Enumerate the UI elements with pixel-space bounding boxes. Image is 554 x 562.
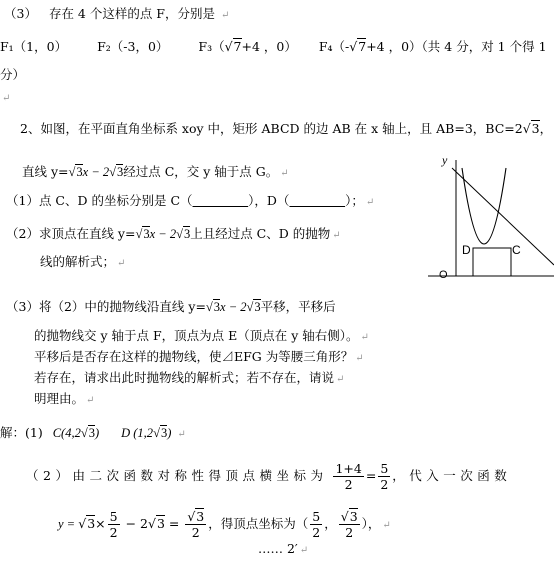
point-f3-radicand: 7 [233,39,242,54]
calc-times: × [95,516,106,531]
answer-part-2: （2）由二次函数对称性得顶点横坐标为 $\frac{1+4}{2}$ = $\frac{5}{2}$ ，代入一次函数 [26,461,512,492]
subq1-mid: ），D（ [248,193,290,208]
subq3-pre: （3）将（2）中的抛物线沿直线 y= [6,299,206,314]
point-f3-post: +4 ，0） [241,39,297,54]
parabola-graph [428,152,554,278]
line-def-radicand-1: 3 [76,165,83,179]
answer-d-text: D (1,2 [121,426,154,440]
answer-2-post: ，代入一次函数 [392,468,512,483]
subquestion-1 [6,192,374,212]
vertex-x-num: 5 [312,509,321,524]
return-mark: ↵ [332,230,341,241]
line-def-mid: x − 2 [82,165,110,179]
return-mark: ↵ [355,353,364,364]
subq3-line-2: 的抛物线交 y 轴于点 F，顶点为点 E（顶点在 y 轴右侧）。 [34,328,359,343]
subq2-line-mid: x − 2 [149,227,177,241]
answer-head: 解：(1) [0,425,43,440]
vertex-y-num: 3 [349,509,358,524]
vertex-text: ，得顶点坐标为（ [208,516,309,531]
result-denominator: 2 [380,477,389,492]
answer-part-1 [0,424,186,444]
point-f3-pre: F₃（ [198,39,225,54]
calc-f2-num: 3 [196,509,205,524]
calc-f1-num: 5 [109,509,118,524]
subq3-line-5: 明理由。 [34,391,85,406]
return-mark: ↵ [2,93,11,104]
subq2-radicand-2: 3 [183,227,191,241]
answer-c-point: C(4,2√3) [52,426,100,440]
blank-line [0,88,10,108]
return-mark: ↵ [117,258,126,269]
answer-2-pre: （2）由二次函数对称性得顶点横坐标为 [26,468,328,483]
vertex-close: ）， [361,516,381,531]
calc-y: y = [58,517,79,531]
return-mark: ↵ [280,168,289,179]
line-def-post: 经过点 C，交 y 轴于点 G。 [123,164,279,179]
subq2-pre: （2）求顶点在直线 y= [6,226,136,241]
calc-radicand-2: 3 [156,516,165,531]
line-def-radicand-2: 3 [117,165,124,179]
point-f4-radicand: 7 [358,39,367,54]
answer-c-radicand: 3 [88,426,95,440]
subquestion-2: （2）求顶点在直线 y=√3x − 2√3上且经过点 C、D 的抛物 ↵ [6,226,341,241]
origin-label: O [439,269,448,278]
question-2-stem: 2、如图，在平面直角坐标系 xoy 中，矩形 ABCD 的边 AB 在 x 轴上，且 AB=3，BC=2√3， [20,121,553,136]
return-mark: ↵ [299,545,309,556]
subquestion-3-line-4 [34,369,344,389]
points-list-end [0,66,25,84]
answer-calc: y = √3× $\frac{5}{2}$ − 2√3 = $\frac{√3}{2}$ ，得顶点坐标为（ $\frac{5}{2}$ ， $\frac{√3}{2}$ ）， ↵ [58,509,391,540]
calc-fraction-2: $\frac{√3}{2}$ [187,509,205,540]
fraction-numerator: 1+4 [335,461,362,476]
line-def-pre: 直线 y= [22,164,69,179]
question-2-lead-end: ， [539,121,553,136]
subq2-radicand-1: 3 [143,227,150,241]
vertex-comma: ， [324,516,337,531]
vertex-y: $\frac{√3}{2}$ [340,509,358,540]
answer-d-point: D (1,2√3) [121,426,172,440]
blank-c [193,193,249,208]
subq1-post: ）； [345,193,364,208]
subq2-line-2: 线的解析式； [40,254,116,269]
bc-radicand: 3 [531,121,540,136]
return-mark: ↵ [365,197,375,208]
calc-radicand-1: 3 [87,516,96,531]
return-mark: ↵ [86,395,95,406]
return-mark: ↵ [382,520,391,531]
point-f4: F₄（-√7+4 ，0）（共 4 分，对 1 个得 1 [318,39,547,54]
points-intro: 存在 4 个这样的点 F，分别是 [48,6,215,21]
return-mark: ↵ [360,332,369,343]
subquestion-2-line-2 [40,253,125,273]
subq3-radicand-1: 3 [213,300,221,314]
answer-c-text: C(4,2 [52,426,81,440]
point-f1: F₁（1，0） [0,39,68,54]
blank-d [289,193,345,208]
vertex-x-result [378,461,390,492]
subq3-line-mid: x − 2 [220,300,247,314]
point-f3: F₃（√7+4 ，0） [198,39,297,54]
vertex-x [310,509,322,540]
question-2-line-def: 直线 y=√3x − 2√3经过点 C，交 y 轴于点 G。 ↵ [22,164,289,179]
result-numerator: 5 [380,461,389,476]
return-mark: ↵ [220,10,230,21]
vertex-y-den: 2 [345,525,354,540]
point-f4-post: +4 ，0）（共 4 分，对 1 个得 1 [366,39,547,54]
point-f4-pre: F₄（- [318,39,350,54]
fraction-denominator: 2 [344,477,353,492]
score-mark [258,540,308,560]
y-axis-label: y [442,153,448,167]
subq3-line-3: 平移后是否存在这样的抛物线，使⊿EFG 为等腰三角形？ [34,349,354,364]
calc-f2-den: 2 [191,525,200,540]
answer-d-radicand: 3 [160,426,168,440]
part-label: （3） [4,6,37,21]
subq3-post: 平移，平移后 [260,299,336,314]
answer-line-3-header [4,5,229,25]
subq3-line-4: 若存在，请求出此时抛物线的解析式；若不存在，请说 [34,370,335,385]
parabola-curve [462,168,506,244]
subq1-pre: （1）点 C、D 的坐标分别是 C（ [6,193,193,208]
subquestion-3-line-5 [34,390,94,410]
score-text: …… 2′ [258,541,298,556]
return-mark: ↵ [177,429,186,440]
subquestion-3: （3）将（2）中的抛物线沿直线 y=√3x − 2√3平移，平移后 [6,299,336,314]
subquestion-3-line-3 [34,348,364,368]
point-c-label: C [512,243,521,257]
subq2-post: 上且经过点 C、D 的抛物 [190,226,331,241]
vertex-x-den: 2 [312,525,321,540]
subq3-radicand-2: 3 [254,300,261,314]
calc-equals: = [164,516,184,531]
points-list-tail: 分） [0,67,26,82]
point-d-label: D [462,243,471,257]
calc-fraction-1 [108,509,120,540]
rectangle-abcd [473,248,511,276]
calc-f1-den: 2 [109,525,118,540]
points-list-line [0,38,547,56]
point-f2: F₂（-3，0） [97,39,169,54]
vertex-x-fraction [333,461,363,492]
return-mark: ↵ [336,374,345,385]
calc-minus: − 2 [121,516,148,531]
subquestion-3-line-2 [34,327,369,347]
question-2-lead: 2、如图，在平面直角坐标系 xoy 中，矩形 ABCD 的边 AB 在 x 轴上，且 AB=3，BC=2 [20,121,523,136]
